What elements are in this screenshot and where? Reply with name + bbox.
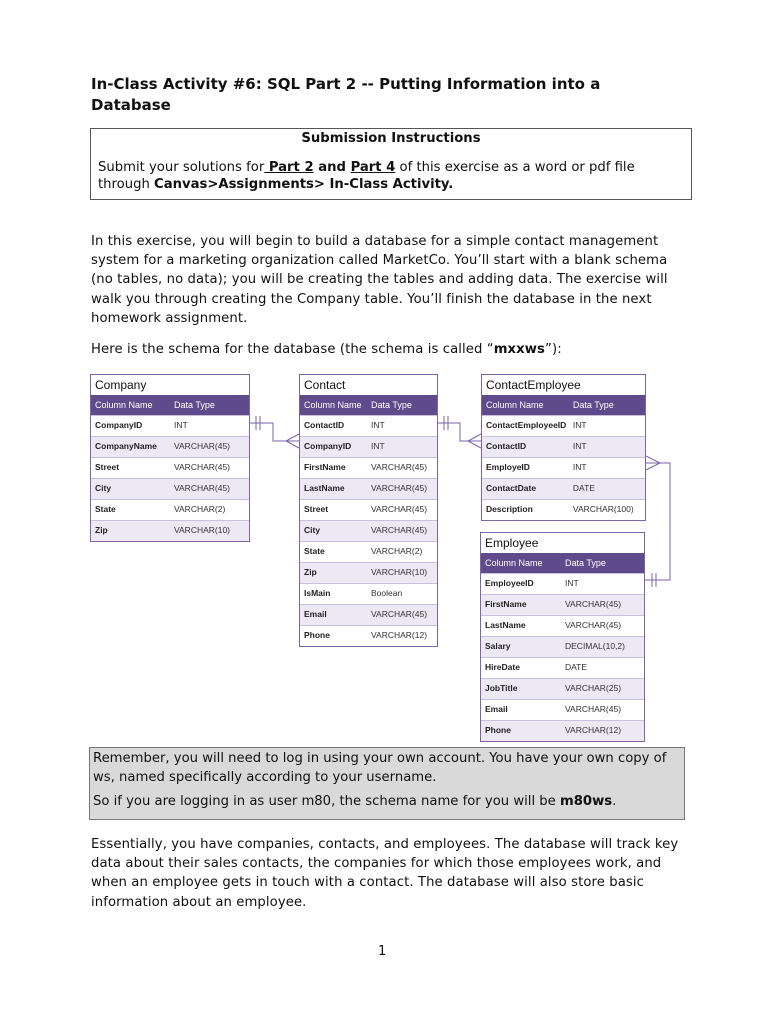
intro-paragraph: In this exercise, you will begin to build a database for a simple contact management system for a marketing organization called MarketCo. You’ll start with a blank schema (no tables, no data); you will be creating the tables and adding data. The exercise will walk you through creating the Company table. You’ll finish the database in the next homework assignment. bbox=[91, 234, 668, 326]
column-name-cell: Email bbox=[485, 704, 508, 714]
column-name-cell: FirstName bbox=[304, 462, 346, 472]
data-type-cell: VARCHAR(12) bbox=[565, 725, 622, 735]
column-name-cell: Zip bbox=[95, 525, 108, 535]
column-name-cell: ContactID bbox=[304, 420, 345, 430]
column-name-cell: JobTitle bbox=[485, 683, 518, 693]
data-type-cell: INT bbox=[572, 462, 587, 472]
data-type-cell: INT bbox=[371, 441, 385, 451]
column-name-cell: City bbox=[304, 525, 321, 535]
reminder-text-2 bbox=[93, 792, 681, 811]
reminder-box bbox=[89, 747, 685, 820]
column-name-header: Column Name bbox=[486, 400, 544, 410]
column-name-cell: FirstName bbox=[485, 599, 527, 609]
company-table-name: Company bbox=[95, 378, 147, 392]
column-name-cell: ContactID bbox=[486, 441, 527, 451]
column-name-cell: Salary bbox=[485, 641, 511, 651]
closing-paragraph: Essentially, you have companies, contacts, and employees. The database will track key data about their sales contacts, the companies for which those employees work, and when an employee gets in touch with a contact. The database will also store basic information about an employee. bbox=[91, 837, 679, 910]
data-type-cell: INT bbox=[173, 420, 188, 430]
reminder-schema-name: m80ws bbox=[559, 794, 613, 809]
column-name-cell: State bbox=[304, 546, 325, 556]
column-name-cell: CompanyID bbox=[304, 441, 352, 451]
column-name-cell: Description bbox=[486, 504, 533, 514]
submission-line1-post: of this exercise as a word or pdf file bbox=[395, 160, 635, 175]
column-name-cell: CompanyName bbox=[95, 441, 157, 451]
column-name-cell: Phone bbox=[304, 630, 330, 640]
column-name-header: Column Name bbox=[95, 400, 153, 410]
data-type-cell: INT bbox=[565, 578, 579, 588]
column-name-cell: CompanyID bbox=[95, 420, 143, 430]
submission-line2-pre: through bbox=[98, 177, 155, 192]
data-type-cell: INT bbox=[371, 420, 385, 430]
data-type-cell: VARCHAR(2) bbox=[371, 546, 423, 556]
column-name-cell: City bbox=[95, 483, 112, 493]
data-type-header: Data Type bbox=[572, 400, 614, 410]
data-type-cell: Boolean bbox=[371, 588, 403, 598]
schema-line-pre: Here is the schema for the database (the schema is called “ bbox=[91, 342, 494, 357]
page-title: In-Class Activity #6: SQL Part 2 -- Putting Information into a Database bbox=[91, 75, 601, 114]
and-label: and bbox=[313, 160, 351, 175]
data-type-header: Data Type bbox=[565, 558, 606, 568]
contact-table-name: Contact bbox=[304, 378, 346, 392]
data-type-cell: VARCHAR(12) bbox=[371, 630, 428, 640]
data-type-cell: VARCHAR(45) bbox=[173, 441, 231, 451]
data-type-cell: DECIMAL(10,2) bbox=[565, 641, 625, 651]
column-name-cell: HireDate bbox=[485, 662, 520, 672]
column-name-cell: LastName bbox=[304, 483, 345, 493]
contactemployee-employee-link bbox=[645, 463, 670, 580]
data-type-cell: VARCHAR(45) bbox=[173, 462, 231, 472]
schema-name: mxxws bbox=[493, 342, 546, 357]
data-type-cell: VARCHAR(100) bbox=[572, 504, 634, 514]
data-type-cell: INT bbox=[572, 420, 587, 430]
reminder-text-1: Remember, you will need to log in using your own account. You have your own copy of ws, named specifically according to your username. bbox=[93, 751, 667, 785]
data-type-cell: VARCHAR(45) bbox=[565, 704, 622, 714]
data-type-cell: VARCHAR(45) bbox=[565, 620, 622, 630]
column-name-cell: Street bbox=[95, 462, 120, 472]
column-name-cell: Zip bbox=[304, 567, 317, 577]
submission-path: Canvas>Assignments> In-Class Activity. bbox=[154, 177, 454, 192]
column-name-cell: ContactEmployeeID bbox=[486, 420, 567, 430]
column-name-cell: Phone bbox=[485, 725, 511, 735]
column-name-header: Column Name bbox=[304, 400, 362, 410]
page-number: 1 bbox=[378, 944, 387, 959]
data-type-cell: VARCHAR(45) bbox=[371, 462, 428, 472]
contactemployee-table-name: ContactEmployee bbox=[486, 378, 581, 392]
data-type-cell: VARCHAR(45) bbox=[371, 483, 428, 493]
part2-label: Part 2 bbox=[264, 160, 314, 175]
column-name-cell: EmployeeID bbox=[485, 578, 534, 588]
part4-label: Part 4 bbox=[350, 160, 396, 175]
data-type-cell: VARCHAR(10) bbox=[371, 567, 428, 577]
column-name-cell: LastName bbox=[485, 620, 526, 630]
data-type-cell: VARCHAR(45) bbox=[565, 599, 622, 609]
column-name-cell: Email bbox=[304, 609, 327, 619]
data-type-cell: DATE bbox=[565, 662, 588, 672]
data-type-header: Data Type bbox=[173, 400, 215, 410]
data-type-header: Data Type bbox=[371, 400, 412, 410]
data-type-cell: VARCHAR(45) bbox=[173, 483, 231, 493]
schema-line-post: ”): bbox=[545, 342, 562, 357]
data-type-cell: DATE bbox=[572, 483, 595, 493]
column-name-cell: Street bbox=[304, 504, 329, 514]
data-type-cell: VARCHAR(45) bbox=[371, 525, 428, 535]
column-name-cell: IsMain bbox=[304, 588, 331, 598]
data-type-cell: VARCHAR(45) bbox=[371, 504, 428, 514]
data-type-cell: VARCHAR(2) bbox=[173, 504, 226, 514]
data-type-cell: VARCHAR(45) bbox=[371, 609, 428, 619]
submission-line1-pre: Submit your solutions for bbox=[98, 160, 265, 175]
reminder-text-2-pre: So if you are logging in as user m80, the schema name for you will be bbox=[93, 794, 560, 809]
column-name-cell: EmployeID bbox=[486, 462, 530, 472]
data-type-cell: VARCHAR(10) bbox=[173, 525, 231, 535]
column-name-cell: State bbox=[95, 504, 116, 514]
submission-heading: Submission Instructions bbox=[301, 131, 481, 146]
data-type-cell: INT bbox=[572, 441, 587, 451]
column-name-cell: ContactDate bbox=[486, 483, 537, 493]
employee-table-name: Employee bbox=[485, 536, 539, 550]
data-type-cell: VARCHAR(25) bbox=[565, 683, 622, 693]
column-name-header: Column Name bbox=[485, 558, 543, 568]
reminder-text-2-post: . bbox=[612, 794, 617, 809]
